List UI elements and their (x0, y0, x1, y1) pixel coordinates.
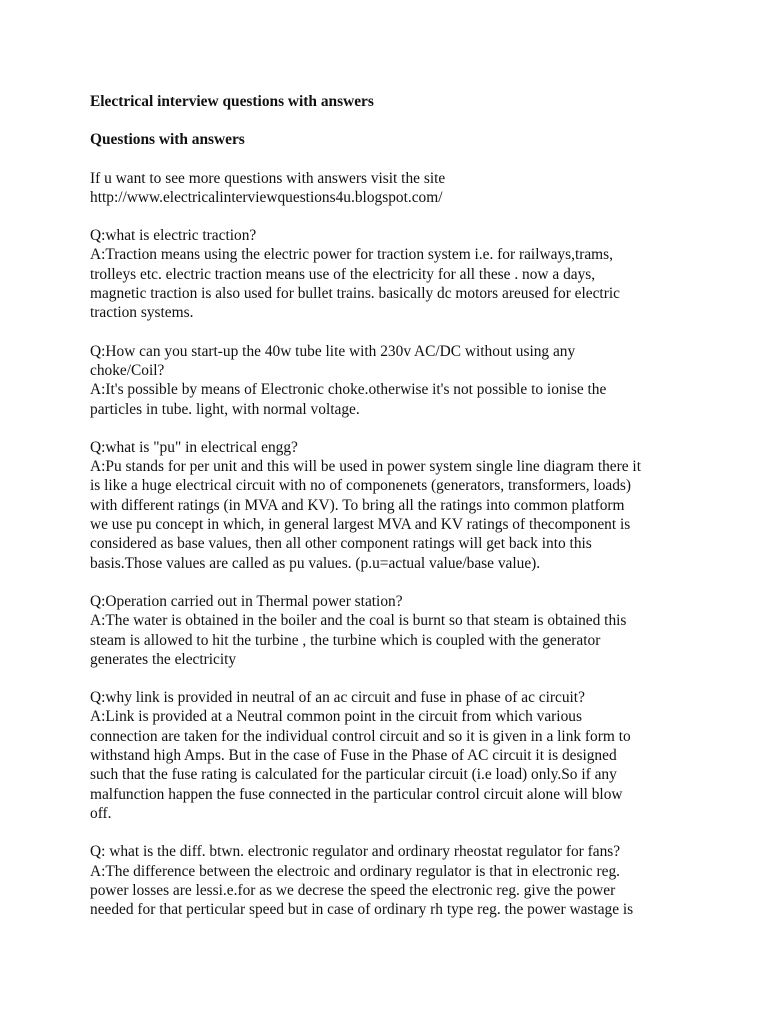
answer-line: A:It's possible by means of Electronic choke.otherwise it's not possible to ionise the (90, 381, 607, 399)
answer-line: basis.Those values are called as pu values. (p.u=actual value/base value). (90, 554, 541, 572)
question-text: Q:Operation carried out in Thermal power station? (90, 592, 403, 610)
question-text: choke/Coil? (90, 361, 165, 379)
answer-line: needed for that perticular speed but in case of ordinary rh type reg. the power wastage is (90, 901, 634, 919)
qa-item-regulator (90, 842, 690, 919)
answer-line: considered as base values, then all other component ratings will get back into this (90, 535, 592, 553)
question-text: Q:what is electric traction? (90, 227, 257, 245)
answer-line: with different ratings (in MVA and KV). To bring all the ratings into common platform (90, 496, 625, 514)
qa-item-tube-light (90, 342, 690, 419)
question-text: Q:what is "pu" in electrical engg? (90, 438, 298, 456)
answer-line: generates the electricity (90, 650, 237, 668)
answer-line: particles in tube. light, with normal voltage. (90, 400, 360, 418)
answer-line: A:The difference between the electroic and ordinary regulator is that in electronic reg. (90, 862, 621, 880)
intro-paragraph (90, 169, 690, 208)
document-title: Electrical interview questions with answers (90, 93, 374, 110)
answer-line: we use pu concept in which, in general largest MVA and KV ratings of thecomponent is (90, 516, 631, 534)
answer-line: connection are taken for the individual control circuit and so it is given in a link form to (90, 727, 631, 745)
answer-line: steam is allowed to hit the turbine , the turbine which is coupled with the generator (90, 631, 601, 649)
answer-line: such that the fuse rating is calculated for the particular circuit (i.e load) only.So if any (90, 766, 617, 784)
answer-line: off. (90, 804, 112, 822)
qa-item-per-unit (90, 438, 690, 573)
qa-item-link-fuse (90, 688, 690, 823)
answer-line: withstand high Amps. But in the case of Fuse in the Phase of AC circuit it is designed (90, 747, 617, 765)
answer-line: is like a huge electrical circuit with no of componenets (generators, transformers, loads) (90, 477, 632, 495)
answer-line: power losses are lessi.e.for as we decrese the speed the electronic reg. give the power (90, 881, 616, 899)
document-page (90, 92, 690, 919)
document-subtitle: Questions with answers (90, 131, 245, 149)
answer-line: malfunction happen the fuse connected in the particular control circuit alone will blow (90, 785, 623, 803)
answer-line: trolleys etc. electric traction means use of the electricity for all these . now a days, (90, 265, 596, 283)
answer-line: A:Pu stands for per unit and this will be used in power system single line diagram there it (90, 458, 641, 476)
qa-item-thermal-power (90, 592, 690, 669)
site-link: http://www.electricalinterviewquestions4u.blogspot.com/ (90, 188, 443, 206)
answer-line: A:Traction means using the electric power for traction system i.e. for railways,trams, (90, 246, 613, 264)
intro-text: If u want to see more questions with answers visit the site (90, 169, 446, 187)
question-text: Q: what is the diff. btwn. electronic regulator and ordinary rheostat regulator for fans? (90, 843, 621, 861)
answer-line: traction systems. (90, 304, 194, 322)
question-text: Q:How can you start-up the 40w tube lite with 230v AC/DC without using any (90, 342, 576, 360)
answer-line: A:The water is obtained in the boiler and the coal is burnt so that steam is obtained this (90, 612, 627, 630)
answer-line: magnetic traction is also used for bullet trains. basically dc motors areused for electric (90, 285, 620, 303)
answer-line: A:Link is provided at a Neutral common point in the circuit from which various (90, 708, 582, 726)
qa-item-electric-traction (90, 226, 690, 322)
question-text: Q:why link is provided in neutral of an ac circuit and fuse in phase of ac circuit? (90, 689, 585, 707)
